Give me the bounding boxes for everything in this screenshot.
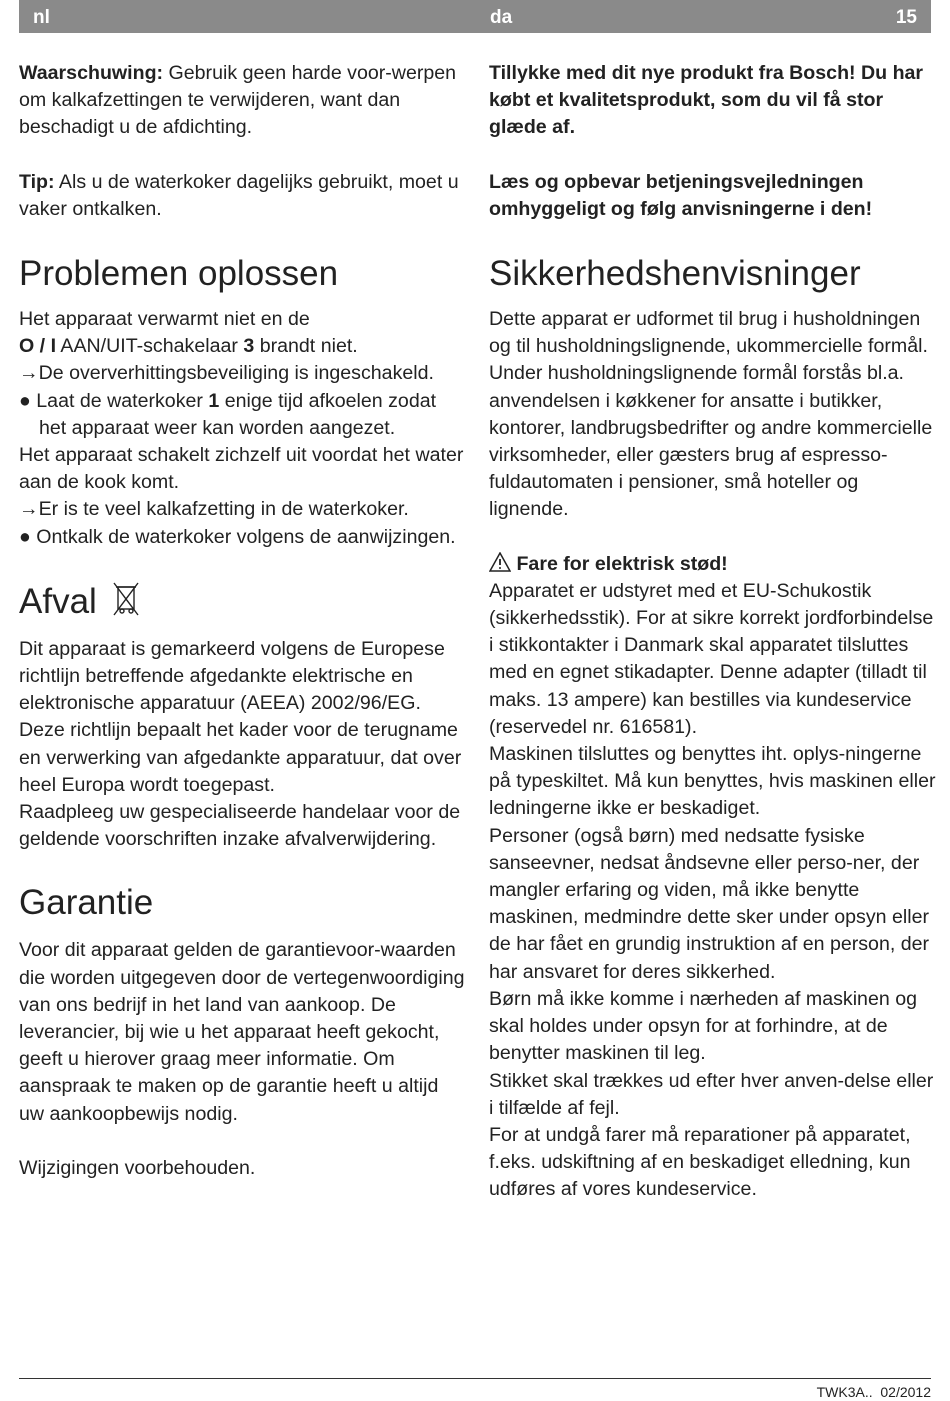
warranty-text: Voor dit apparaat gelden de garantievoor-waarden die worden uitgegeven door de vertegenwoordiging van ons bedrijf in het land van aankoop. De leverancier, bij wie u het apparaat heeft gekocht, geeft u hierover graag meer informatie. Om aanspraak te maken op de garantie heeft u altijd uw aankoopbewijs nodig.: [19, 939, 465, 1125]
warning-triangle-icon: [489, 552, 511, 572]
bullet-icon: ●: [19, 525, 37, 548]
waste-heading: Afval: [19, 579, 467, 622]
danger-text-3: Personer (også børn) med nedsatte fysiske sanseevner, nedsat åndsevne eller perso-ner, der mangler erfaring og viden, må ikke benytte maskinen, medmindre dette sker under opsyn eller de har fået en grundig instruktion af en person, der har ansvaret for deres sikkerhed.: [489, 824, 930, 983]
safety-heading: Sikkerhedshenvisninger: [489, 254, 861, 294]
footer-divider: [19, 1378, 931, 1379]
left-column: [19, 60, 467, 1182]
problem1-text: Het apparaat verwarmt niet en de O / I AAN/UIT-schakelaar 3 brandt niet.: [19, 308, 358, 358]
waste-text: Dit apparaat is gemarkeerd volgens de Europese richtlijn betreffende afgedankte elektrische en elektronische apparatuur (AEEA) 2002/96/EG. Deze richtlijn bepaalt het kader voor de terugname en verwerking van afgedankte apparatuur, dat over heel Europa wordt toegepast.: [19, 637, 462, 796]
lang-nl: nl: [33, 7, 50, 28]
intro-paragraph: Tillykke med dit nye produkt fra Bosch! Du har købt et kvalitetsprodukt, som du vil få stor glæde af.: [489, 62, 924, 139]
cause2: →Er is te veel kalkafzetting in de waterkoker.: [19, 498, 409, 521]
page-header: [19, 0, 931, 33]
warranty-heading: Garantie: [19, 883, 154, 923]
page-footer: TWK3A.. 02/2012: [816, 1384, 931, 1400]
read-instructions: Læs og opbevar betjeningsvejledningen omhyggeligt og følg anvisningerne i den!: [489, 170, 873, 220]
tip-paragraph: Tip: Als u de waterkoker dagelijks gebruikt, moet u vaker ontkalken.: [19, 170, 459, 220]
danger-text-6: For at undgå farer må reparationer på apparatet, f.eks. udskiftning af en beskadiget elledning, kun udføres af vores kundeservice.: [489, 1123, 911, 1201]
danger-text-2: Maskinen tilsluttes og benyttes iht. oplys-ningerne på typeskiltet. Må kun benyttes, hvis maskinen eller ledningerne ikke er beskadiget.: [489, 743, 936, 820]
safety-text-2: Under husholdningslignende formål forstås bl.a. anvendelsen i køkkener for ansatte i butikker, kontorer, landbrugsbedrifter og andre kommercielle virksomheder, eller gæsters brug af espresso-fuldautomaten i pensioner, små hoteller og lignende.: [489, 362, 933, 521]
page-number: 15: [895, 7, 917, 28]
arrow-icon: →: [19, 498, 39, 521]
danger-text-1: Apparatet er udstyret med et EU-Schukostik (sikkerhedsstik). For at sikre korrekt jordforbindelse i stikkontakter i Danmark skal apparatet tilsluttes med en egnet stikadapter. Denne adapter (tilladt til maks. 13 ampere) kan bestilles via kundeservice (reservedel nr. 616581).: [489, 579, 934, 738]
remedy1: ● Laat de waterkoker 1 enige tijd afkoelen zodat het apparaat weer kan worden aangezet.: [19, 389, 437, 439]
bullet-icon: ●: [19, 389, 37, 412]
changes-note: Wijzigingen voorbehouden.: [19, 1156, 256, 1179]
remedy2: ● Ontkalk de waterkoker volgens de aanwijzingen.: [19, 525, 456, 548]
problem2-text: Het apparaat schakelt zichzelf uit voordat het water aan de kook komt.: [19, 444, 464, 494]
cause1: →De oververhittingsbeveiliging is ingeschakeld.: [19, 362, 434, 385]
danger-text-5: Stikket skal trækkes ud efter hver anven-delse eller i tilfælde af fejl.: [489, 1069, 934, 1119]
safety-text-1: Dette apparat er udformet til brug i husholdningen og til husholdningslignende, ukommercielle formål.: [489, 308, 928, 358]
right-column: [489, 60, 939, 1204]
warning-paragraph: Waarschuwing: Gebruik geen harde voor-werpen om kalkafzettingen te verwijderen, want dan beschadigt u de afdichting.: [19, 62, 457, 139]
wheelie-bin-crossed-icon: [111, 579, 141, 619]
danger-text-4: Børn må ikke komme i nærheden af maskinen og skal holdes under opsyn for at forhindre, at de benytter maskinen til leg.: [489, 987, 917, 1065]
waste-text-2: Raadpleeg uw gespecialiseerde handelaar voor de geldende voorschriften inzake afvalverwijdering.: [19, 801, 461, 851]
problems-heading: Problemen oplossen: [19, 254, 339, 294]
danger-heading: Fare for elektrisk stød!: [489, 551, 939, 578]
arrow-icon: →: [19, 362, 39, 385]
lang-da: da: [490, 7, 513, 28]
